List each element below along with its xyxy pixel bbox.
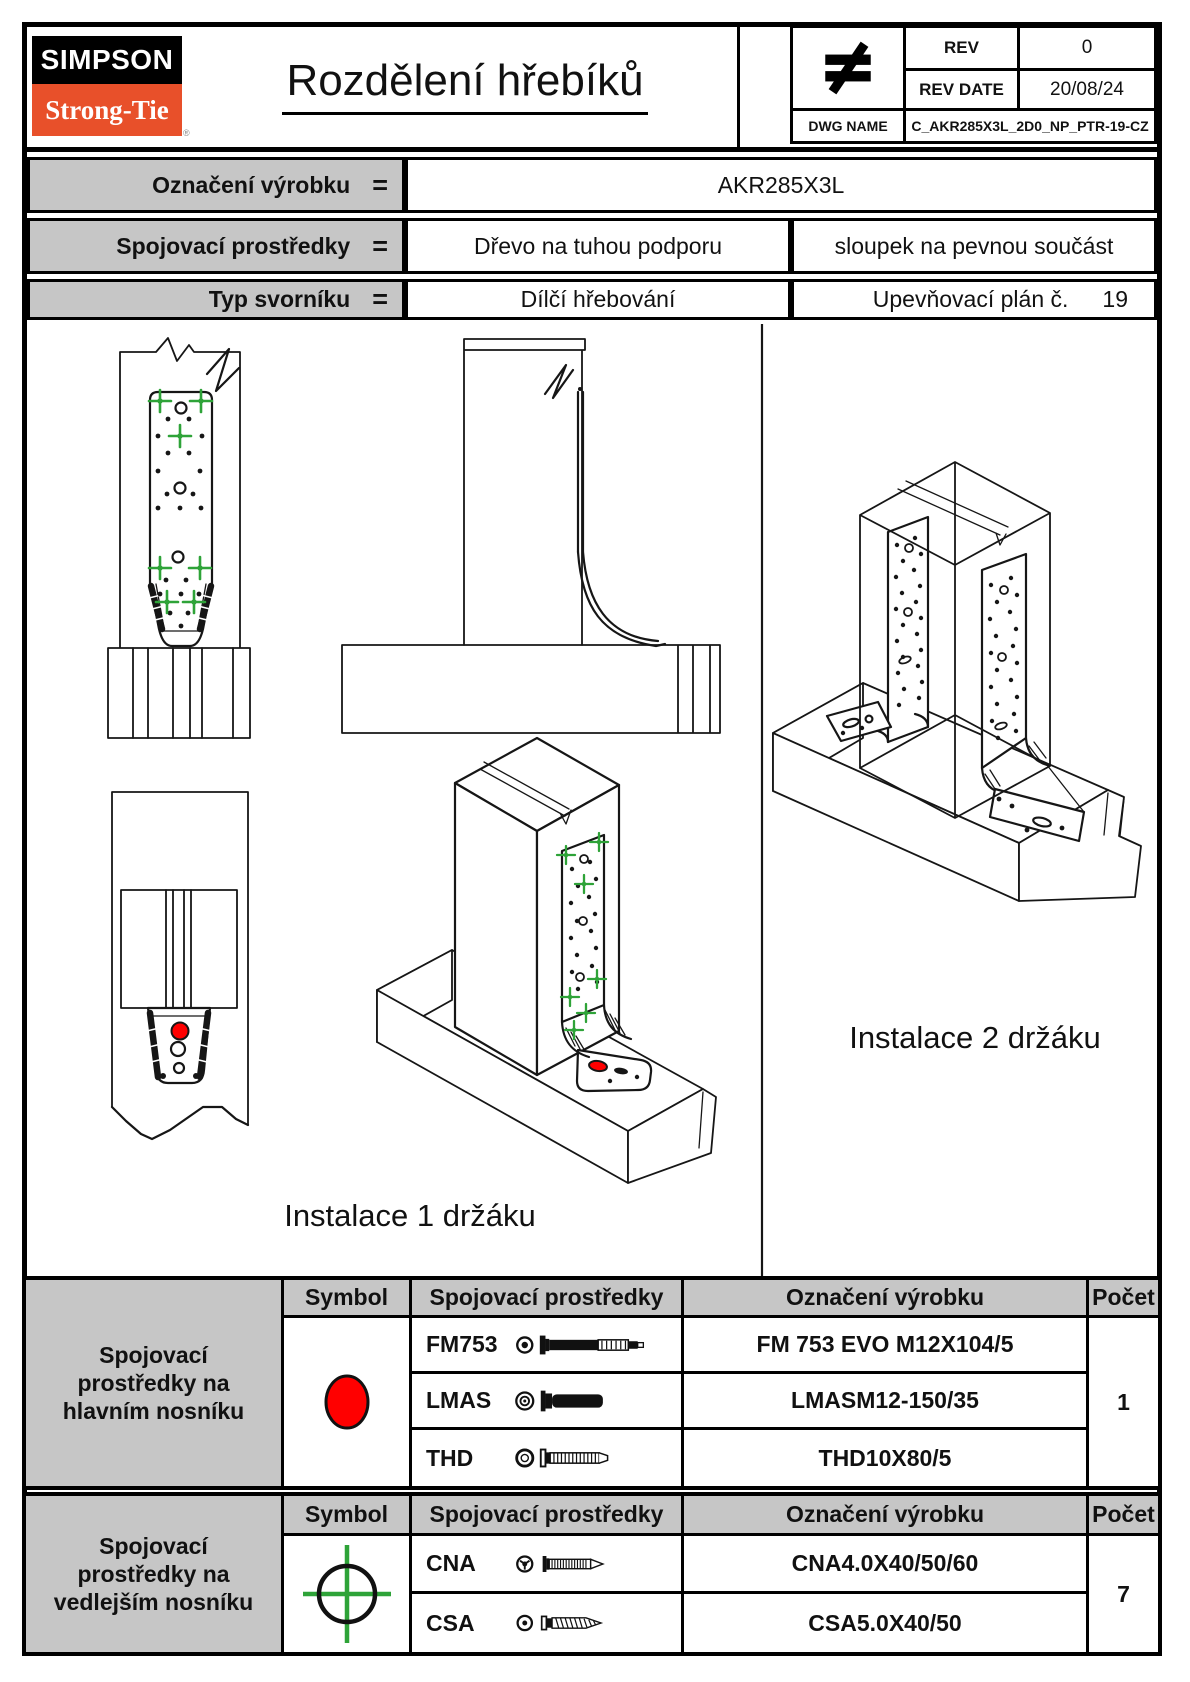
table-group-label: Spojovací prostředky na vedlejším nosníku	[26, 1496, 284, 1652]
count-value: 7	[1089, 1536, 1158, 1652]
fixing-plan-number: 19	[1102, 286, 1128, 312]
concrete-screw-icon	[510, 1442, 660, 1474]
sheet-title	[200, 45, 730, 125]
rev-date-value: 20/08/24	[1020, 71, 1154, 111]
rev-date-label: REV DATE	[906, 71, 1020, 111]
not-equal-icon	[817, 41, 879, 95]
logo-simpson-text: SIMPSON	[40, 44, 174, 75]
red-anchor-marker	[172, 1023, 189, 1040]
dwg-name-value: C_AKR285X3L_2D0_NP_PTR-19-CZ	[911, 118, 1149, 134]
fastener-row-thd	[412, 1430, 684, 1486]
front-view-drawing	[108, 338, 250, 738]
column-header-fastener: Spojovací prostředky	[412, 1496, 684, 1536]
green-crosshair-icon	[295, 1541, 399, 1647]
product-name: THD10X80/5	[684, 1430, 1089, 1486]
fastener-row-csa	[412, 1594, 684, 1652]
column-header-symbol: Symbol	[284, 1496, 412, 1536]
fastener-code: FM753	[426, 1331, 498, 1357]
column-header-count: Počet	[1089, 1496, 1158, 1536]
secondary-member-fastener-table	[22, 1492, 1162, 1656]
table-group-label: Spojovací prostředky na hlavním nosníku	[26, 1280, 284, 1486]
registered-mark: ®	[183, 128, 190, 138]
sheet-title-text: Rozdělení hřebíků	[282, 56, 647, 115]
fastener-label-text: Spojovací prostředky	[116, 232, 351, 259]
red-circle-icon	[319, 1371, 375, 1433]
anchor-bolt-icon	[510, 1329, 660, 1361]
break-line	[112, 1107, 248, 1139]
equals-sign: =	[372, 230, 388, 261]
installation-drawings	[27, 324, 1157, 1276]
dwg-name-label: DWG NAME	[793, 111, 906, 141]
fastener-row-fm753	[412, 1318, 684, 1374]
rev-value: 0	[1020, 28, 1154, 71]
column-header-fastener: Spojovací prostředky	[412, 1280, 684, 1318]
green-crosshair-symbol-cell	[284, 1536, 412, 1652]
fastener-value-1: Dřevo na tuhou podporu	[405, 218, 791, 274]
fastener-code: CNA	[426, 1550, 476, 1576]
installation-2-label: Instalace 2 držáku	[849, 1020, 1101, 1055]
product-value-row1: AKR285X3L	[405, 157, 1157, 213]
product-name: LMASM12-150/35	[684, 1374, 1089, 1430]
fastener-value-2: sloupek na pevnou součást	[791, 218, 1157, 274]
installation-1-label: Instalace 1 držáku	[284, 1198, 536, 1233]
title-block-divider	[737, 27, 740, 147]
isometric-installation-1-drawing	[377, 738, 716, 1183]
count-value: 1	[1089, 1318, 1158, 1486]
column-header-product: Označení výrobku	[684, 1280, 1089, 1318]
fixing-plan-cell	[791, 279, 1157, 320]
revision-block	[790, 25, 1157, 144]
column-header-count: Počet	[1089, 1280, 1158, 1318]
wood-screw-icon	[510, 1607, 660, 1639]
rev-label: REV	[906, 28, 1020, 71]
ring-shank-nail-icon	[510, 1548, 660, 1580]
equals-sign: =	[372, 169, 388, 200]
fixing-plan-label: Upevňovací plán č.	[872, 286, 1069, 312]
header-divider	[22, 147, 1162, 152]
fastener-code: THD	[426, 1444, 474, 1471]
product-name: CSA5.0X40/50	[684, 1594, 1089, 1652]
bolt-type-label-text: Typ svorníku	[208, 286, 351, 312]
fastener-code: LMAS	[426, 1387, 492, 1413]
main-member-fastener-table	[22, 1276, 1162, 1490]
column-header-product: Označení výrobku	[684, 1496, 1089, 1536]
break-symbol	[207, 349, 239, 391]
bolt-type-value: Dílčí hřebování	[405, 279, 791, 320]
product-name: CNA4.0X40/50/60	[684, 1536, 1089, 1594]
bolt-type-label-row3	[27, 279, 405, 320]
isometric-installation-2-drawing	[773, 462, 1141, 901]
product-label-text: Označení výrobku	[152, 171, 351, 198]
column-header-symbol: Symbol	[284, 1280, 412, 1318]
screw-anchor-icon	[510, 1385, 660, 1417]
logo-strongtie	[32, 84, 182, 136]
break-symbol	[545, 365, 573, 398]
side-view-drawing	[342, 339, 720, 733]
product-name: FM 753 EVO M12X104/5	[684, 1318, 1089, 1374]
fastener-row-cna	[412, 1536, 684, 1594]
equals-sign: =	[372, 284, 388, 314]
logo-strongtie-text: Strong-Tie	[45, 94, 169, 125]
bottom-view-drawing	[112, 792, 248, 1139]
red-circle-symbol-cell	[284, 1318, 412, 1486]
fastener-label-row2	[27, 218, 405, 274]
fastener-code: CSA	[426, 1609, 475, 1636]
fastener-row-lmas	[412, 1374, 684, 1430]
product-label-row1	[27, 157, 405, 213]
logo-simpson	[32, 36, 182, 84]
stamp-cell	[793, 28, 906, 111]
